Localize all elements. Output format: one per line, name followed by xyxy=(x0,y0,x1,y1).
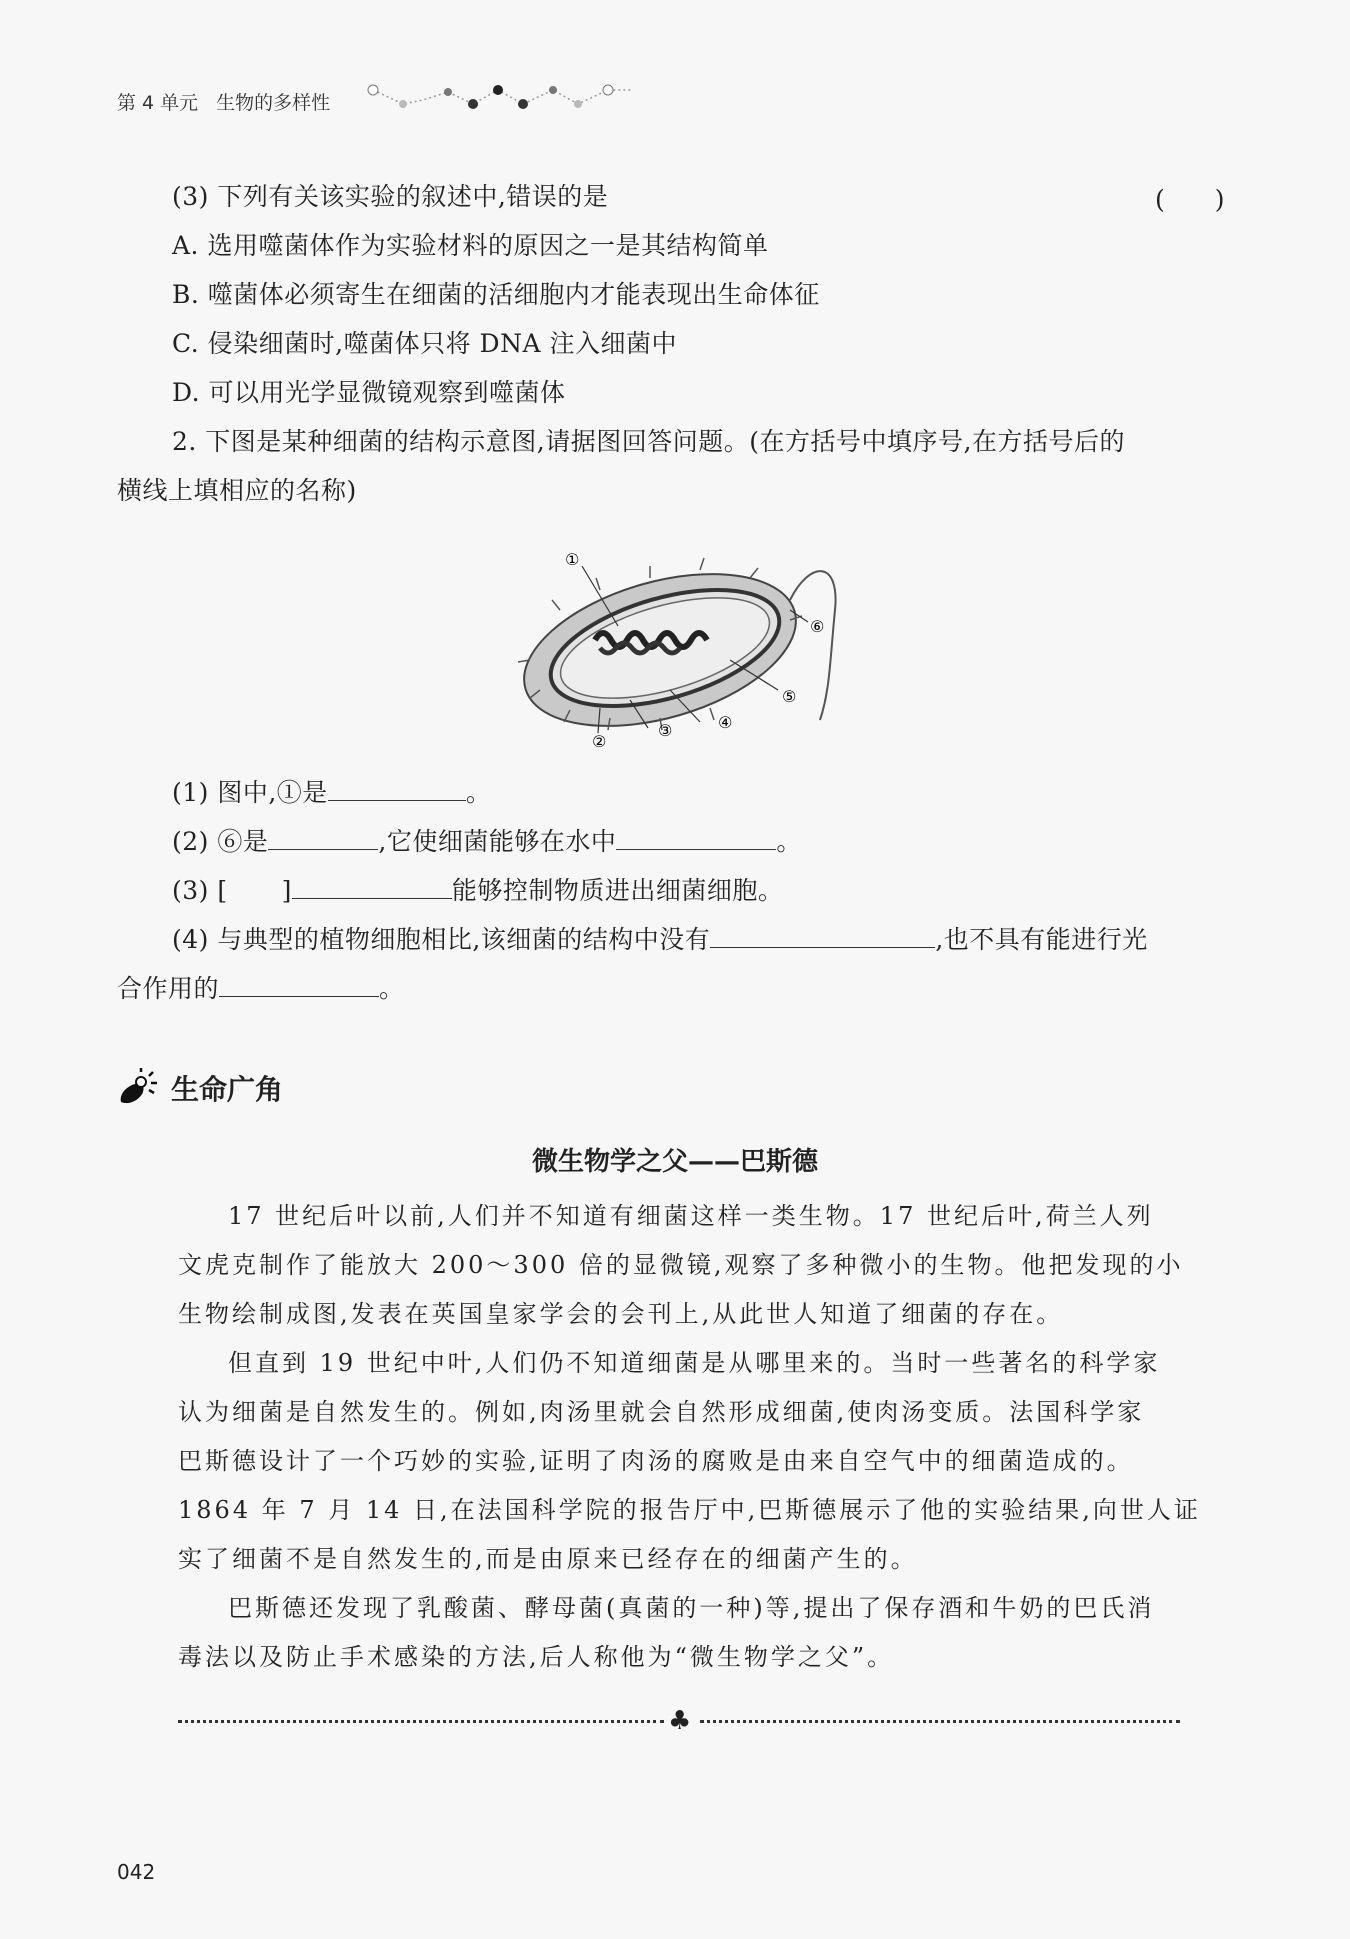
q2-sub1-text: (1) 图中,①是 xyxy=(172,778,328,807)
unit-label: 第 4 单元 xyxy=(117,92,199,114)
article-line: 17 世纪后叶以前,人们并不知道有细菌这样一类生物。17 世纪后叶,荷兰人列 xyxy=(228,1202,1154,1230)
article-line: 毒法以及防止手术感染的方法,后人称他为“微生物学之父”。 xyxy=(178,1643,895,1671)
q3-stem: (3) 下列有关该实验的叙述中,错误的是 xyxy=(172,182,609,211)
q3-option-b: B. 噬菌体必须寄生在细菌的活细胞内才能表现出生命体征 xyxy=(172,280,820,309)
q2-sub1-end: 。 xyxy=(465,778,492,807)
label-3: ③ xyxy=(658,721,673,740)
label-2: ② xyxy=(592,732,607,751)
q3-answer-paren: ( ) xyxy=(1155,185,1225,214)
unit-title: 生物的多样性 xyxy=(216,92,331,114)
q2-sub1 xyxy=(172,774,491,810)
q2-stem-line2: 横线上填相应的名称) xyxy=(117,476,357,505)
article-line: 巴斯德设计了一个巧妙的实验,证明了肉汤的腐败是由来自空气中的细菌造成的。 xyxy=(178,1447,1134,1475)
bracket-right: ] xyxy=(281,876,292,905)
q2-stem-line1: 2. 下图是某种细菌的结构示意图,请据图回答问题。(在方括号中填序号,在方括号后的 xyxy=(172,427,1125,456)
article-line: 生物绘制成图,发表在英国皇家学会的会刊上,从此世人知道了细菌的存在。 xyxy=(178,1300,1064,1328)
answer-blank[interactable] xyxy=(219,970,379,997)
q2-sub2-end: 。 xyxy=(776,827,802,856)
label-1: ① xyxy=(565,550,580,569)
q2-sub4-mid: ,也不具有能进行光 xyxy=(935,925,1148,954)
q2-sub2 xyxy=(172,823,802,859)
q2-sub4-cont: 合作用的 xyxy=(117,974,220,1003)
q2-sub2-text: (2) ⑥是 xyxy=(172,827,269,856)
page-number: 042 xyxy=(117,1860,156,1884)
section-heading xyxy=(117,1068,283,1108)
bacterium-diagram xyxy=(500,540,880,760)
q2-sub3-text: (3) xyxy=(172,876,209,905)
label-6: ⑥ xyxy=(810,617,825,636)
article-title: 微生物学之父——巴斯德 xyxy=(531,1147,818,1177)
answer-blank[interactable] xyxy=(710,921,935,948)
decorative-dots-icon xyxy=(363,82,643,122)
article-line: 巴斯德还发现了乳酸菌、酵母菌(真菌的一种)等,提出了保存酒和牛奶的巴氏消 xyxy=(228,1594,1155,1622)
q2-sub2-mid: ,它使细菌能够在水中 xyxy=(378,827,617,856)
article-line: 实了细菌不是自然发生的,而是由原来已经存在的细菌产生的。 xyxy=(178,1545,918,1573)
article-line: 认为细菌是自然发生的。例如,肉汤里就会自然形成细菌,使肉汤变质。法国科学家 xyxy=(178,1398,1145,1426)
q3-option-a: A. 选用噬菌体作为实验材料的原因之一是其结构简单 xyxy=(172,231,769,260)
article-line: 文虎克制作了能放大 200～300 倍的显微镜,观察了多种微小的生物。他把发现的小 xyxy=(178,1251,1184,1279)
q2-sub4-line2 xyxy=(117,970,405,1006)
answer-blank[interactable] xyxy=(292,872,452,899)
q2-sub3 xyxy=(172,872,783,908)
dotted-divider xyxy=(178,1706,1180,1736)
q2-sub4-line1 xyxy=(172,921,1148,957)
q2-sub4-text: (4) 与典型的植物细胞相比,该细菌的结构中没有 xyxy=(172,925,711,954)
label-4: ④ xyxy=(718,713,733,732)
article-line: 1864 年 7 月 14 日,在法国科学院的报告厅中,巴斯德展示了他的实验结果,向世人证 xyxy=(178,1496,1201,1524)
bracket-left: [ xyxy=(217,876,228,905)
q2-sub4-end: 。 xyxy=(379,974,405,1003)
label-5: ⑤ xyxy=(782,687,797,706)
q3-option-c: C. 侵染细菌时,噬菌体只将 DNA 注入细菌中 xyxy=(172,329,677,358)
answer-blank[interactable] xyxy=(268,823,378,850)
section-title: 生命广角 xyxy=(171,1073,284,1106)
q3-option-d: D. 可以用光学显微镜观察到噬菌体 xyxy=(172,378,566,407)
hand-light-icon xyxy=(117,1068,161,1108)
clover-icon: ♣ xyxy=(668,1706,692,1736)
article-line: 但直到 19 世纪中叶,人们仍不知道细菌是从哪里来的。当时一些著名的科学家 xyxy=(228,1349,1161,1377)
answer-blank[interactable] xyxy=(328,774,466,801)
running-header xyxy=(117,88,330,115)
q2-sub3-end: 能够控制物质进出细菌细胞。 xyxy=(451,876,784,905)
answer-blank[interactable] xyxy=(616,823,776,850)
